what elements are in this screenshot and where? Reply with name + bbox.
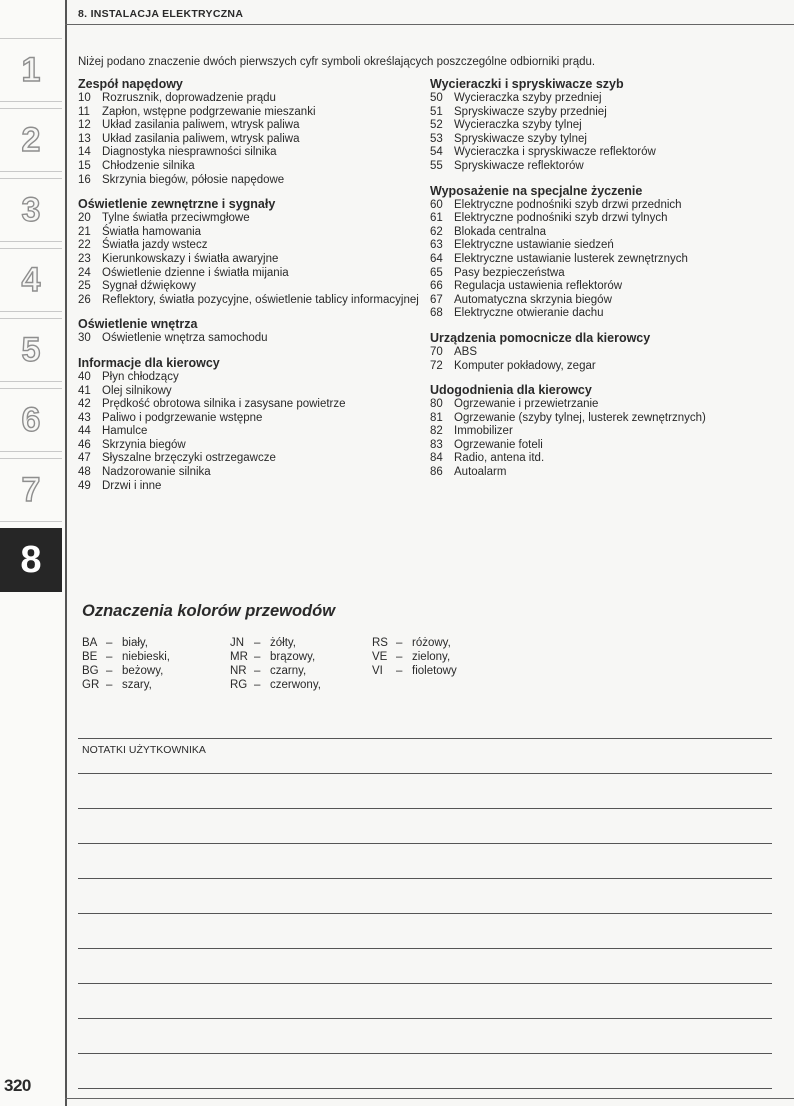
wire-color-entry [372,664,457,678]
consumer-label: Spryskiwacze reflektorów [454,159,584,172]
consumer-section [78,196,423,307]
header-rule [65,24,794,25]
wire-color-name: beżowy, [122,665,164,677]
chapter-tab-8 [0,528,62,592]
consumer-label: Elektryczne ustawianie lusterek zewnętrznych [454,252,688,265]
consumer-label: Sygnał dźwiękowy [102,280,196,293]
wire-color-entry [82,678,170,692]
consumer-item [78,371,423,385]
consumer-item [430,267,790,281]
consumer-code: 65 [430,266,443,279]
consumer-label: Hamulce [102,425,148,438]
wire-color-name: zielony, [412,651,451,663]
consumer-code: 41 [78,384,91,397]
consumer-section [430,76,790,174]
wire-color-code: BG [82,665,99,677]
consumer-item [78,425,423,439]
note-line [78,983,772,984]
consumer-item [78,133,423,147]
consumer-section [430,382,790,480]
consumer-item [78,280,423,294]
wire-color-entry [82,650,170,664]
consumer-item [430,280,790,294]
consumer-code: 13 [78,132,91,145]
dash-separator: – [396,637,403,649]
bottom-rule [65,1098,794,1099]
consumer-item [430,253,790,267]
chapter-tab-number: 3 [21,190,41,229]
section-title: Wyposażenie na specjalne życzenie [430,183,643,198]
note-line [78,1018,772,1019]
chapter-tab-number: 1 [21,50,41,89]
consumer-code: 80 [430,398,443,411]
consumer-code: 62 [430,225,443,238]
consumer-label: Wycieraczka szyby przedniej [454,92,602,104]
consumer-code: 53 [430,132,443,145]
consumer-section [430,330,790,373]
consumer-label: Chłodzenie silnika [102,159,195,172]
consumer-label: Zapłon, wstępne podgrzewanie mieszanki [102,105,316,118]
consumer-item [430,439,790,453]
consumer-label: Skrzynia biegów [102,438,186,451]
consumer-item [430,466,790,480]
consumer-code: 25 [78,280,91,293]
consumer-code: 72 [430,359,443,372]
wire-color-entry [230,664,321,678]
wire-colors-column-3 [372,636,457,678]
wire-color-name: szary, [122,679,152,691]
consumer-label: Wycieraczka szyby tylnej [454,119,582,132]
consumer-code: 83 [430,438,443,451]
chapter-header-title: 8. INSTALACJA ELEKTRYCZNA [78,8,244,20]
wire-color-code: JN [230,637,245,649]
consumer-item [78,439,423,453]
consumer-section [78,355,423,493]
wire-color-entry [230,636,321,650]
wire-color-name: czarny, [270,665,307,677]
wire-color-name: niebieski, [122,651,170,663]
consumer-item [78,106,423,120]
consumer-code: 82 [430,425,443,438]
consumer-code: 64 [430,252,443,265]
consumer-code: 81 [430,411,443,424]
wire-color-code: RG [230,679,248,691]
wire-color-name: biały, [122,637,148,649]
dash-separator: – [396,651,403,663]
dash-separator: – [106,665,113,677]
consumer-label: Rozrusznik, doprowadzenie prądu [102,92,276,104]
consumer-section [78,76,423,187]
chapter-tab-number: 4 [21,260,41,299]
consumer-label: Układ zasilania paliwem, wtrysk paliwa [102,119,300,132]
consumer-code: 10 [78,92,91,104]
consumer-item [78,412,423,426]
consumer-code: 15 [78,159,91,172]
dash-separator: – [254,651,261,663]
consumer-item [430,346,790,360]
wire-color-name: żółty, [270,637,296,649]
consumer-code: 49 [78,479,91,492]
consumer-item [430,226,790,240]
consumer-code: 86 [430,466,443,479]
consumer-label: Ogrzewanie (szyby tylnej, lusterek zewnętrznych) [454,411,706,424]
wire-color-code: RS [372,637,388,649]
consumer-section [78,316,423,346]
consumer-code: 68 [430,307,443,320]
consumer-code: 23 [78,252,91,265]
wire-colors-column-1 [82,636,170,692]
consumer-label: Tylne światła przeciwmgłowe [102,212,250,225]
wire-color-entry [82,664,170,678]
consumer-item [430,199,790,213]
dash-separator: – [396,665,403,677]
wire-color-code: GR [82,679,100,691]
chapter-tab-number: 2 [21,120,41,159]
section-title: Informacje dla kierowcy [78,355,220,370]
note-line [78,948,772,949]
dash-separator: – [254,679,261,691]
consumer-code: 66 [430,280,443,293]
section-title: Udogodnienia dla kierowcy [430,383,592,398]
chapter-tab-4 [0,248,62,312]
consumer-label: Immobilizer [454,425,513,438]
consumer-codes-right-column [430,76,790,489]
consumer-code: 44 [78,425,91,438]
consumer-item [430,133,790,147]
consumer-label: Ogrzewanie foteli [454,438,543,451]
consumer-code: 46 [78,438,91,451]
consumer-code: 67 [430,293,443,306]
consumer-item [430,239,790,253]
consumer-label: Diagnostyka niesprawności silnika [102,146,277,159]
consumer-code: 51 [430,105,443,118]
consumer-label: Paliwo i podgrzewanie wstępne [102,411,263,424]
wire-color-entry [82,636,170,650]
consumer-label: Układ zasilania paliwem, wtrysk paliwa [102,132,300,145]
consumer-label: Oświetlenie wnętrza samochodu [102,332,268,345]
consumer-item [430,160,790,174]
consumer-item [78,146,423,160]
consumer-codes-left-column [78,76,423,502]
consumer-label: Oświetlenie dzienne i światła mijania [102,266,289,279]
consumer-label: Wycieraczka i spryskiwacze reflektorów [454,146,656,159]
consumer-label: Słyszalne brzęczyki ostrzegawcze [102,452,276,465]
margin-rule [65,0,67,1106]
wire-colors-column-2 [230,636,321,692]
consumer-label: Automatyczna skrzynia biegów [454,293,612,306]
consumer-label: Płyn chłodzący [102,370,179,383]
consumer-item [78,294,423,308]
note-line [78,1053,772,1054]
wire-color-code: VE [372,651,388,663]
consumer-label: Regulacja ustawienia reflektorów [454,280,623,293]
consumer-code: 16 [78,173,91,186]
note-line [78,738,772,739]
note-line [78,913,772,914]
consumer-item [430,146,790,160]
consumer-item [78,212,423,226]
consumer-code: 20 [78,212,91,225]
consumer-code: 50 [430,92,443,104]
wire-color-name: brązowy, [270,651,316,663]
note-line [78,1088,772,1089]
intro-text: Niżej podano znaczenie dwóch pierwszych cyfr symboli określających poszczególne odbiorniki prądu. [78,56,596,68]
consumer-code: 70 [430,345,443,358]
dash-separator: – [106,679,113,691]
wire-color-entry [372,636,457,650]
chapter-tab-number: 5 [21,330,41,369]
consumer-label: Pasy bezpieczeństwa [454,266,565,279]
consumer-code: 55 [430,159,443,172]
consumer-item [430,212,790,226]
note-line [78,773,772,774]
chapter-tab-number: 7 [21,470,41,509]
consumer-item [78,226,423,240]
chapter-tab-number: 8 [20,538,42,581]
consumer-code: 61 [430,212,443,225]
chapter-tab-number: 6 [21,400,41,439]
consumer-label: Drzwi i inne [102,479,162,492]
wire-color-code: VI [372,665,383,677]
consumer-label: Skrzynia biegów, półosie napędowe [102,173,285,186]
consumer-label: Blokada centralna [454,225,547,238]
consumer-label: Elektryczne otwieranie dachu [454,307,604,320]
consumer-label: Nadzorowanie silnika [102,466,211,479]
consumer-label: Elektryczne podnośniki szyb drzwi tylnych [454,212,668,225]
wire-color-name: fioletowy [412,665,457,677]
consumer-label: Radio, antena itd. [454,452,545,465]
consumer-code: 24 [78,266,91,279]
consumer-item [430,398,790,412]
chapter-tab-7 [0,458,62,522]
consumer-code: 84 [430,452,443,465]
consumer-code: 43 [78,411,91,424]
consumer-code: 14 [78,146,91,159]
consumer-item [78,160,423,174]
consumer-item [430,412,790,426]
wire-color-code: NR [230,665,247,677]
consumer-label: Reflektory, światła pozycyjne, oświetlenie tablicy informacyjnej [102,293,419,306]
consumer-code: 52 [430,119,443,132]
dash-separator: – [106,651,113,663]
consumer-label: Światła hamowania [102,225,202,238]
consumer-code: 47 [78,452,91,465]
consumer-item [78,119,423,133]
consumer-code: 40 [78,370,91,383]
section-title: Oświetlenie zewnętrzne i sygnały [78,197,276,212]
consumer-item [78,452,423,466]
consumer-item [430,307,790,321]
wire-color-entry [372,650,457,664]
consumer-item [430,92,790,106]
consumer-item [430,360,790,374]
wire-color-name: czerwony, [270,679,321,691]
consumer-code: 22 [78,239,91,252]
note-line [78,808,772,809]
consumer-item [78,92,423,106]
chapter-tab-strip [0,0,66,1106]
consumer-code: 11 [78,105,90,118]
consumer-code: 60 [430,198,443,211]
consumer-item [430,452,790,466]
chapter-tab-5 [0,318,62,382]
consumer-label: Elektryczne podnośniki szyb drzwi przednich [454,198,682,211]
consumer-item [78,239,423,253]
chapter-tab-6 [0,388,62,452]
page-number: 320 [4,1076,31,1095]
note-line [78,878,772,879]
consumer-item [78,332,423,346]
consumer-item [430,425,790,439]
consumer-item [430,294,790,308]
section-title: Wycieraczki i spryskiwacze szyb [430,77,624,91]
consumer-code: 12 [78,119,91,132]
section-title: Zespół napędowy [78,77,183,91]
consumer-label: Ogrzewanie i przewietrzanie [454,398,599,411]
wire-color-entry [230,650,321,664]
section-title: Oświetlenie wnętrza [78,317,198,332]
user-notes-label: NOTATKI UŻYTKOWNIKA [82,744,206,756]
section-title: Urządzenia pomocnicze dla kierowcy [430,330,651,345]
consumer-item [78,174,423,188]
wire-colors-title: Oznaczenia kolorów przewodów [82,602,336,620]
consumer-item [430,119,790,133]
consumer-item [430,106,790,120]
consumer-code: 21 [78,225,91,238]
consumer-label: Spryskiwacze szyby tylnej [454,132,587,145]
wire-color-code: BA [82,637,98,649]
consumer-code: 30 [78,332,91,345]
consumer-label: Elektryczne ustawianie siedzeń [454,239,614,252]
wire-color-code: MR [230,651,248,663]
consumer-code: 48 [78,466,91,479]
consumer-label: Kierunkowskazy i światła awaryjne [102,252,279,265]
chapter-tab-3 [0,178,62,242]
consumer-code: 26 [78,293,91,306]
consumer-label: ABS [454,345,478,358]
consumer-label: Prędkość obrotowa silnika i zasysane powietrze [102,398,346,411]
consumer-item [78,267,423,281]
consumer-label: Autoalarm [454,466,507,479]
consumer-item [78,466,423,480]
wire-color-name: różowy, [412,637,451,649]
consumer-code: 42 [78,398,91,411]
consumer-item [78,480,423,494]
consumer-item [78,385,423,399]
consumer-section [430,183,790,321]
consumer-item [78,253,423,267]
wire-color-code: BE [82,651,98,663]
chapter-tab-2 [0,108,62,172]
dash-separator: – [106,637,113,649]
consumer-code: 54 [430,146,443,159]
wire-color-entry [230,678,321,692]
consumer-label: Olej silnikowy [102,384,172,397]
consumer-label: Spryskiwacze szyby przedniej [454,105,607,118]
chapter-tab-1 [0,38,62,102]
dash-separator: – [254,637,261,649]
consumer-label: Komputer pokładowy, zegar [454,359,596,372]
consumer-item [78,398,423,412]
consumer-code: 63 [430,239,443,252]
dash-separator: – [254,665,261,677]
consumer-label: Światła jazdy wstecz [102,239,208,252]
note-line [78,843,772,844]
